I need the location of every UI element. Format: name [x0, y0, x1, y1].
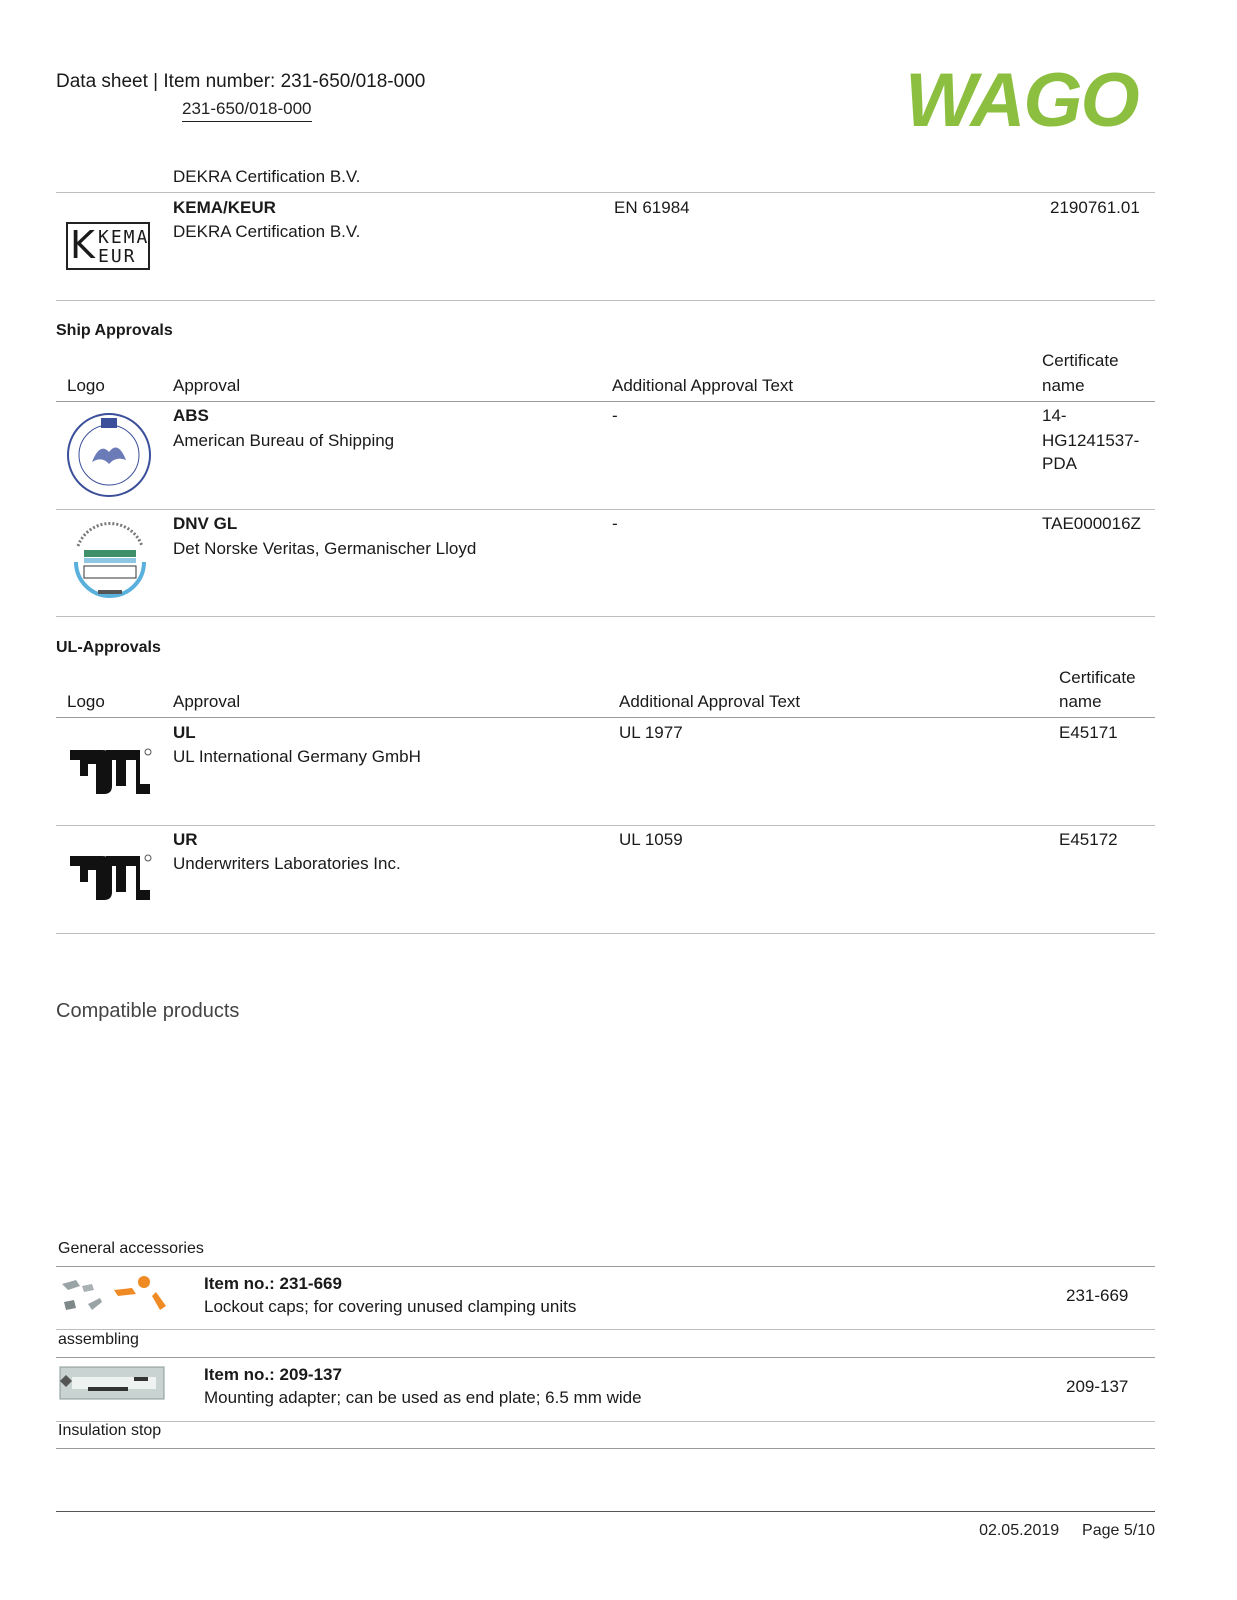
kema-logo-top: KEMA — [98, 227, 150, 248]
wago-logo — [905, 58, 1155, 142]
row-divider — [56, 1329, 1155, 1330]
ship-row-1-cert-2: HG1241537- — [1042, 431, 1140, 450]
ship-header-approval: Approval — [173, 376, 241, 395]
header-divider — [56, 1448, 1155, 1449]
prev-org: DEKRA Certification B.V. — [173, 167, 361, 186]
item-number-link[interactable]: 231-650/018-000 — [182, 99, 312, 122]
kema-approval: KEMA/KEUR — [173, 198, 276, 217]
abs-logo — [66, 412, 152, 498]
footer-page: Page 5/10 — [1082, 1522, 1155, 1539]
ul-row-1-cert: E45171 — [1059, 723, 1118, 742]
kema-org: DEKRA Certification B.V. — [173, 222, 361, 241]
row-divider — [56, 825, 1155, 826]
footer-date: 02.05.2019 — [979, 1522, 1060, 1539]
ship-header-cert-1: Certificate — [1042, 351, 1119, 370]
footer — [979, 1522, 1155, 1540]
ul-header-logo: Logo — [67, 692, 105, 711]
dnv-gl-logo — [68, 522, 152, 600]
header-divider — [56, 401, 1155, 402]
ship-row-1-org: American Bureau of Shipping — [173, 431, 395, 450]
lockout-caps-image — [58, 1272, 170, 1316]
ship-row-1-cert-3: PDA — [1042, 454, 1077, 473]
compatible-products-title: Compatible products — [56, 1000, 240, 1022]
accessory-2-description: Mounting adapter; can be used as end plate; 6.5 mm wide — [204, 1388, 642, 1407]
ship-row-1-cert-1: 14- — [1042, 406, 1067, 425]
header-divider — [56, 1357, 1155, 1358]
ship-row-2-cert: TAE000016Z — [1042, 514, 1141, 533]
ul-row-1-approval: UL — [173, 723, 196, 742]
ul-header-cert-1: Certificate — [1059, 668, 1136, 687]
page-title: Data sheet | Item number: 231-650/018-000 — [56, 71, 426, 92]
kema-certificate: 2190761.01 — [1050, 198, 1140, 217]
ship-header-logo: Logo — [67, 376, 105, 395]
row-divider — [56, 1421, 1155, 1422]
ship-header-additional: Additional Approval Text — [612, 376, 794, 395]
accessory-1-description: Lockout caps; for covering unused clamping units — [204, 1297, 577, 1316]
footer-divider — [56, 1511, 1155, 1512]
ship-approvals-title: Ship Approvals — [56, 322, 173, 339]
kema-logo-k: K — [70, 223, 95, 267]
kema-additional-text: EN 61984 — [614, 198, 690, 217]
ship-row-2-approval: DNV GL — [173, 514, 238, 533]
ship-header-cert-2: name — [1042, 376, 1085, 395]
accessory-1-code[interactable]: 231-669 — [1066, 1286, 1129, 1305]
wago-logo-text: WAGO — [905, 58, 1138, 142]
ul-row-2-org: Underwriters Laboratories Inc. — [173, 854, 401, 873]
ship-row-2-text: - — [612, 514, 618, 533]
accessory-2-code[interactable]: 209-137 — [1066, 1377, 1129, 1396]
ul-header-cert-2: name — [1059, 692, 1102, 711]
assembling-title: assembling — [58, 1331, 139, 1348]
ul-logo — [66, 746, 154, 798]
accessory-2-item-number: Item no.: 209-137 — [204, 1365, 342, 1384]
ul-row-2-text: UL 1059 — [619, 830, 683, 849]
ship-row-2-org: Det Norske Veritas, Germanischer Lloyd — [173, 539, 477, 558]
accessory-1-item-number: Item no.: 231-669 — [204, 1274, 342, 1293]
ship-row-1-approval: ABS — [173, 406, 209, 425]
header-divider — [56, 1266, 1155, 1267]
insulation-stop-title: Insulation stop — [58, 1422, 162, 1439]
ul-header-approval: Approval — [173, 692, 241, 711]
kema-keur-logo — [66, 222, 150, 270]
kema-logo-bottom: EUR — [98, 246, 137, 267]
row-divider — [56, 509, 1155, 510]
ul-header-additional: Additional Approval Text — [619, 692, 801, 711]
row-divider — [56, 933, 1155, 934]
row-divider — [56, 300, 1155, 301]
mounting-adapter-image — [58, 1363, 168, 1405]
row-divider — [56, 192, 1155, 193]
ul-approvals-title: UL-Approvals — [56, 639, 161, 656]
row-divider — [56, 616, 1155, 617]
ul-row-1-text: UL 1977 — [619, 723, 683, 742]
header-divider — [56, 717, 1155, 718]
ul-row-2-cert: E45172 — [1059, 830, 1118, 849]
ul-row-2-approval: UR — [173, 830, 198, 849]
general-accessories-title: General accessories — [58, 1240, 204, 1257]
ul-row-1-org: UL International Germany GmbH — [173, 747, 421, 766]
ur-logo — [66, 852, 154, 904]
ship-row-1-text: - — [612, 406, 618, 425]
